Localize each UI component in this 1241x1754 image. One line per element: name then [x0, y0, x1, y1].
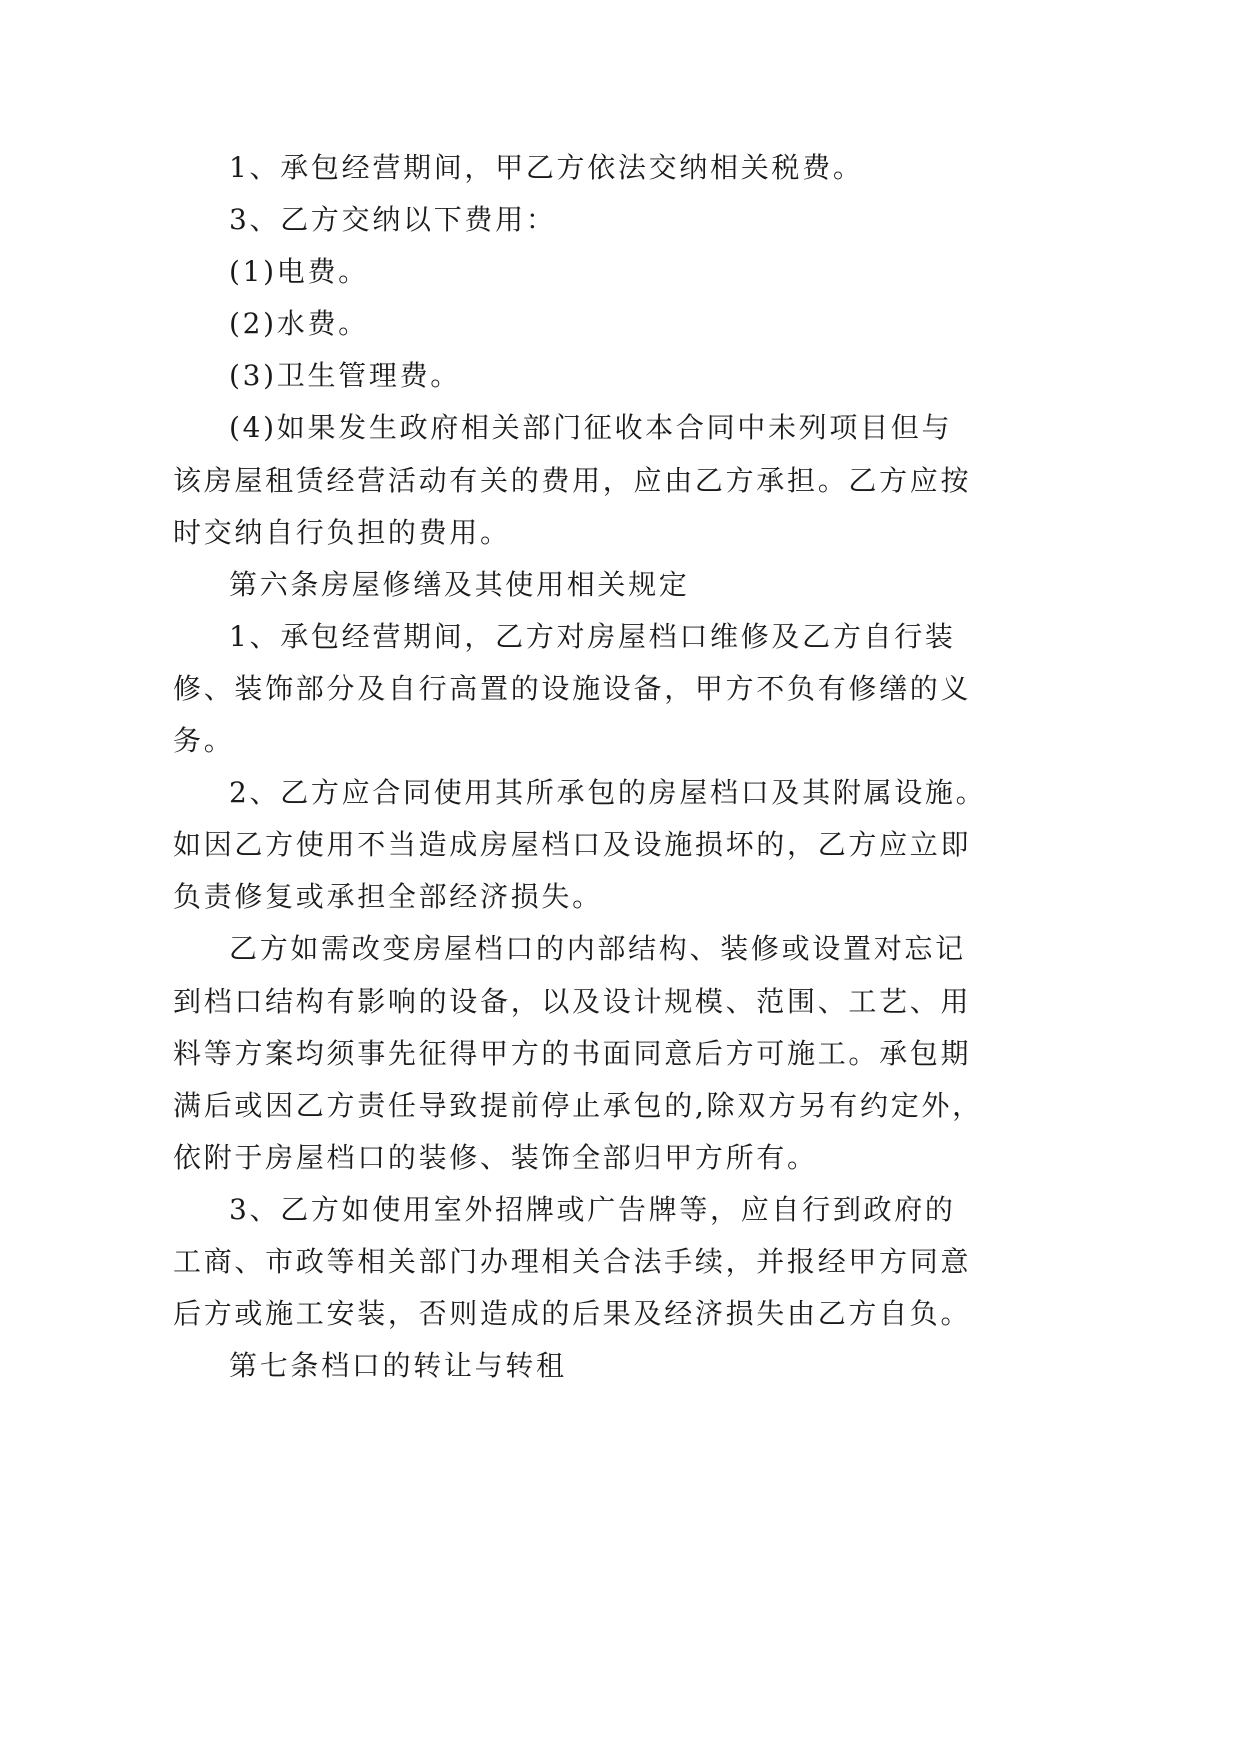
document-page	[173, 142, 987, 1392]
text-line: 第六条房屋修缮及其使用相关规定	[229, 567, 690, 601]
text-line: 第七条档口的转让与转租	[229, 1349, 567, 1383]
text-line: 工商、市政等相关部门办理相关合法手续，并报经甲方同意	[173, 1244, 972, 1278]
text-line: 时交纳自行负担的费用。	[173, 515, 511, 549]
text-line: 满后或因乙方责任导致提前停止承包的,除双方另有约定外，	[173, 1088, 983, 1122]
text-line: 2、乙方应合同使用其所承包的房屋档口及其附属设施。	[229, 776, 987, 810]
text-line: (1)电费。	[229, 255, 369, 289]
text-line: 该房屋租赁经营活动有关的费用，应由乙方承担。乙方应按	[173, 463, 972, 497]
text-line: (4)如果发生政府相关部门征收本合同中未列项目但与	[229, 411, 953, 445]
text-line: 1、承包经营期间，甲乙方依法交纳相关税费。	[229, 151, 864, 184]
text-line: 乙方如需改变房屋档口的内部结构、装修或设置对忘记	[229, 932, 966, 966]
text-line: 如因乙方使用不当造成房屋档口及设施损坏的，乙方应立即	[173, 828, 972, 862]
text-line: 务。	[173, 724, 235, 758]
text-line: 到档口结构有影响的设备，以及设计规模、范围、工艺、用	[173, 984, 972, 1018]
text-line: 后方或施工安装，否则造成的后果及经济损失由乙方自负。	[173, 1297, 972, 1331]
text-line: 3、乙方交纳以下费用：	[229, 203, 557, 237]
text-line: 料等方案均须事先征得甲方的书面同意后方可施工。承包期	[173, 1036, 972, 1070]
text-line: 依附于房屋档口的装修、装饰全部归甲方所有。	[173, 1140, 818, 1174]
text-line: (2)水费。	[229, 307, 369, 341]
text-line: 负责修复或承担全部经济损失。	[173, 880, 603, 914]
text-line: (3)卫生管理费。	[229, 359, 461, 393]
text-line: 3、乙方如使用室外招牌或广告牌等，应自行到政府的	[229, 1192, 956, 1226]
text-line: 修、装饰部分及自行高置的设施设备，甲方不负有修缮的义	[173, 671, 972, 705]
text-line: 1、承包经营期间，乙方对房屋档口维修及乙方自行装	[229, 619, 956, 653]
